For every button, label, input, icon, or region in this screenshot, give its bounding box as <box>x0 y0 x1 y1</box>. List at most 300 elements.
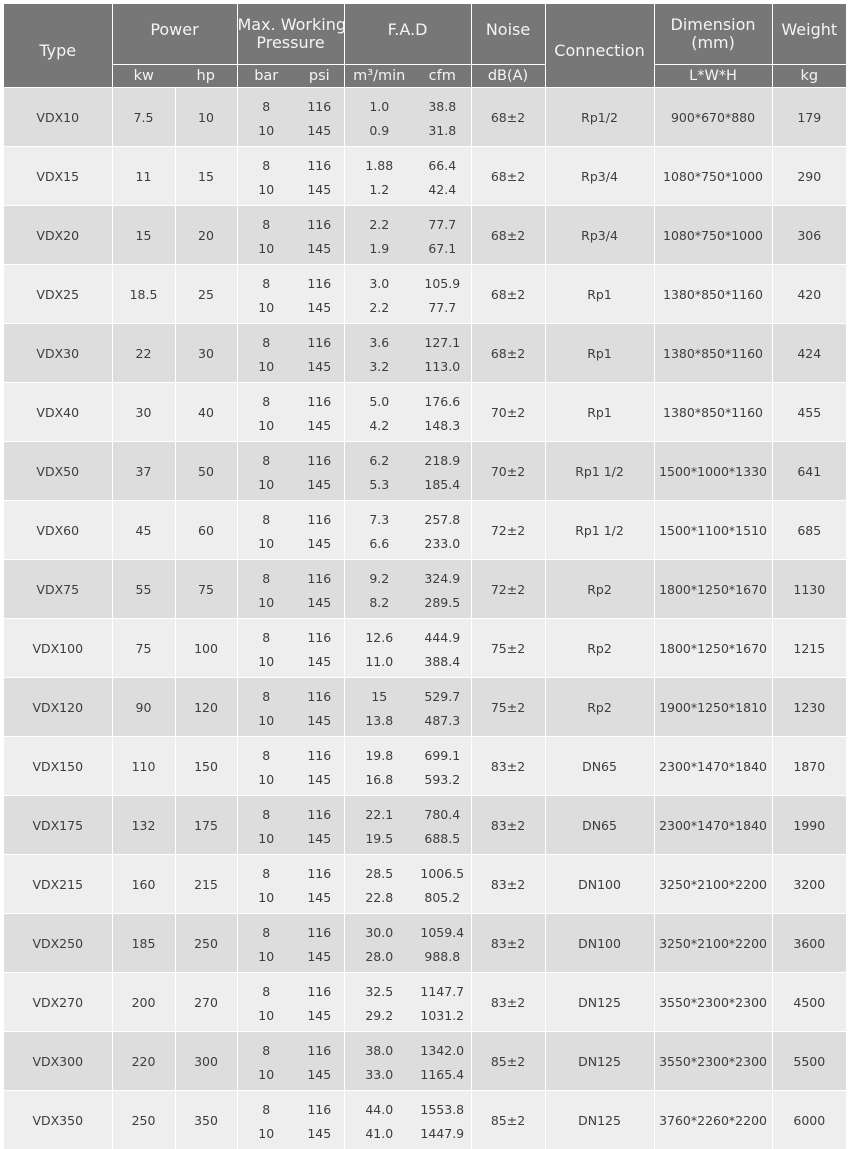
header-noise-label: Noise <box>486 20 530 39</box>
table-row <box>4 88 846 119</box>
cell-dimension: 1500*1100*1510 <box>654 501 772 560</box>
cell-type: VDX40 <box>4 383 112 442</box>
spec-table <box>4 4 846 1149</box>
cell-connection: Rp3/4 <box>545 206 654 265</box>
cell-cfm: 176.6 <box>414 383 471 414</box>
cell-psi: 145 <box>295 1121 344 1149</box>
cell-psi: 116 <box>295 147 344 178</box>
cell-dimension: 3250*2100*2200 <box>654 855 772 914</box>
cell-weight: 5500 <box>772 1032 846 1091</box>
cell-weight: 306 <box>772 206 846 265</box>
header-dimension-line2: (mm) <box>691 33 735 52</box>
cell-bar: 10 <box>237 236 295 265</box>
cell-cfm: 1165.4 <box>414 1062 471 1091</box>
cell-connection: DN65 <box>545 737 654 796</box>
cell-type: VDX75 <box>4 560 112 619</box>
cell-hp: 30 <box>175 324 237 383</box>
cell-weight: 1130 <box>772 560 846 619</box>
header-connection: Connection <box>545 4 654 88</box>
cell-m3min: 2.2 <box>344 206 414 237</box>
cell-connection: Rp1 <box>545 383 654 442</box>
cell-psi: 145 <box>295 472 344 501</box>
cell-m3min: 2.2 <box>344 295 414 324</box>
cell-noise: 70±2 <box>471 383 545 442</box>
cell-bar: 10 <box>237 944 295 973</box>
cell-cfm: 257.8 <box>414 501 471 532</box>
table-row <box>4 501 846 532</box>
cell-type: VDX175 <box>4 796 112 855</box>
header-power <box>112 4 237 65</box>
cell-bar: 10 <box>237 826 295 855</box>
cell-connection: Rp2 <box>545 619 654 678</box>
header-fad <box>344 4 471 65</box>
cell-noise: 68±2 <box>471 206 545 265</box>
cell-weight: 1230 <box>772 678 846 737</box>
cell-psi: 145 <box>295 354 344 383</box>
cell-cfm: 593.2 <box>414 767 471 796</box>
cell-dimension: 1800*1250*1670 <box>654 619 772 678</box>
cell-psi: 116 <box>295 324 344 355</box>
cell-bar: 8 <box>237 324 295 355</box>
cell-cfm: 66.4 <box>414 147 471 178</box>
cell-noise: 72±2 <box>471 501 545 560</box>
cell-noise: 68±2 <box>471 265 545 324</box>
unit-m3min: m³/min <box>344 65 414 88</box>
cell-noise: 85±2 <box>471 1032 545 1091</box>
cell-type: VDX215 <box>4 855 112 914</box>
cell-type: VDX25 <box>4 265 112 324</box>
cell-m3min: 22.8 <box>344 885 414 914</box>
cell-m3min: 6.6 <box>344 531 414 560</box>
cell-m3min: 7.3 <box>344 501 414 532</box>
header-fad-label: F.A.D <box>388 20 428 39</box>
table-row <box>4 560 846 591</box>
cell-psi: 116 <box>295 265 344 296</box>
cell-noise: 83±2 <box>471 914 545 973</box>
cell-cfm: 185.4 <box>414 472 471 501</box>
cell-weight: 290 <box>772 147 846 206</box>
cell-type: VDX300 <box>4 1032 112 1091</box>
cell-kw: 37 <box>112 442 175 501</box>
cell-psi: 116 <box>295 88 344 119</box>
cell-psi: 116 <box>295 1091 344 1122</box>
cell-bar: 10 <box>237 590 295 619</box>
cell-type: VDX10 <box>4 88 112 147</box>
cell-psi: 145 <box>295 944 344 973</box>
cell-type: VDX150 <box>4 737 112 796</box>
cell-psi: 145 <box>295 1003 344 1032</box>
cell-cfm: 113.0 <box>414 354 471 383</box>
cell-bar: 10 <box>237 708 295 737</box>
cell-cfm: 529.7 <box>414 678 471 709</box>
cell-m3min: 4.2 <box>344 413 414 442</box>
table-row <box>4 206 846 237</box>
cell-type: VDX30 <box>4 324 112 383</box>
cell-hp: 10 <box>175 88 237 147</box>
cell-type: VDX20 <box>4 206 112 265</box>
cell-bar: 10 <box>237 767 295 796</box>
cell-cfm: 688.5 <box>414 826 471 855</box>
cell-m3min: 1.88 <box>344 147 414 178</box>
cell-dimension: 1080*750*1000 <box>654 147 772 206</box>
cell-m3min: 5.3 <box>344 472 414 501</box>
header-weight-label: Weight <box>781 20 837 39</box>
cell-bar: 10 <box>237 413 295 442</box>
cell-noise: 68±2 <box>471 324 545 383</box>
cell-hp: 40 <box>175 383 237 442</box>
cell-bar: 8 <box>237 796 295 827</box>
cell-psi: 145 <box>295 708 344 737</box>
cell-kw: 160 <box>112 855 175 914</box>
cell-weight: 424 <box>772 324 846 383</box>
cell-kw: 30 <box>112 383 175 442</box>
cell-type: VDX270 <box>4 973 112 1032</box>
unit-bar: bar <box>237 65 295 88</box>
cell-hp: 20 <box>175 206 237 265</box>
cell-kw: 15 <box>112 206 175 265</box>
cell-connection: Rp1/2 <box>545 88 654 147</box>
header-pressure-line1: Max. Working <box>238 15 347 34</box>
cell-hp: 350 <box>175 1091 237 1149</box>
cell-weight: 6000 <box>772 1091 846 1149</box>
cell-connection: DN125 <box>545 1091 654 1149</box>
table-row <box>4 796 846 827</box>
cell-m3min: 28.5 <box>344 855 414 886</box>
cell-kw: 220 <box>112 1032 175 1091</box>
cell-kw: 45 <box>112 501 175 560</box>
cell-hp: 100 <box>175 619 237 678</box>
header-dimension <box>654 4 772 65</box>
cell-noise: 68±2 <box>471 147 545 206</box>
cell-type: VDX100 <box>4 619 112 678</box>
cell-m3min: 1.9 <box>344 236 414 265</box>
cell-weight: 455 <box>772 383 846 442</box>
cell-psi: 145 <box>295 531 344 560</box>
cell-cfm: 1447.9 <box>414 1121 471 1149</box>
unit-hp: hp <box>175 65 237 88</box>
table-row <box>4 324 846 355</box>
cell-m3min: 11.0 <box>344 649 414 678</box>
cell-psi: 116 <box>295 1032 344 1063</box>
table-row <box>4 619 846 650</box>
cell-m3min: 32.5 <box>344 973 414 1004</box>
cell-cfm: 487.3 <box>414 708 471 737</box>
cell-m3min: 44.0 <box>344 1091 414 1122</box>
cell-weight: 3600 <box>772 914 846 973</box>
cell-psi: 145 <box>295 177 344 206</box>
cell-cfm: 127.1 <box>414 324 471 355</box>
cell-cfm: 1553.8 <box>414 1091 471 1122</box>
cell-kw: 250 <box>112 1091 175 1149</box>
cell-cfm: 1006.5 <box>414 855 471 886</box>
cell-m3min: 29.2 <box>344 1003 414 1032</box>
cell-psi: 116 <box>295 501 344 532</box>
cell-dimension: 1380*850*1160 <box>654 265 772 324</box>
table-row <box>4 1032 846 1063</box>
cell-weight: 1990 <box>772 796 846 855</box>
cell-weight: 1870 <box>772 737 846 796</box>
cell-m3min: 16.8 <box>344 767 414 796</box>
cell-psi: 145 <box>295 590 344 619</box>
cell-bar: 8 <box>237 560 295 591</box>
cell-cfm: 1031.2 <box>414 1003 471 1032</box>
cell-cfm: 105.9 <box>414 265 471 296</box>
cell-dimension: 3550*2300*2300 <box>654 973 772 1032</box>
cell-dimension: 3550*2300*2300 <box>654 1032 772 1091</box>
unit-noise: dB(A) <box>471 65 545 88</box>
table-row <box>4 737 846 768</box>
cell-noise: 70±2 <box>471 442 545 501</box>
cell-noise: 83±2 <box>471 973 545 1032</box>
table-row <box>4 914 846 945</box>
cell-type: VDX50 <box>4 442 112 501</box>
cell-psi: 116 <box>295 442 344 473</box>
cell-bar: 10 <box>237 295 295 324</box>
cell-dimension: 1380*850*1160 <box>654 324 772 383</box>
cell-dimension: 3250*2100*2200 <box>654 914 772 973</box>
cell-kw: 200 <box>112 973 175 1032</box>
cell-psi: 116 <box>295 560 344 591</box>
cell-type: VDX120 <box>4 678 112 737</box>
cell-bar: 8 <box>237 1032 295 1063</box>
cell-m3min: 12.6 <box>344 619 414 650</box>
cell-dimension: 1900*1250*1810 <box>654 678 772 737</box>
cell-bar: 8 <box>237 383 295 414</box>
cell-hp: 300 <box>175 1032 237 1091</box>
cell-m3min: 41.0 <box>344 1121 414 1149</box>
cell-m3min: 5.0 <box>344 383 414 414</box>
cell-cfm: 77.7 <box>414 206 471 237</box>
cell-kw: 55 <box>112 560 175 619</box>
cell-dimension: 3760*2260*2200 <box>654 1091 772 1149</box>
cell-noise: 83±2 <box>471 737 545 796</box>
cell-cfm: 77.7 <box>414 295 471 324</box>
cell-dimension: 1080*750*1000 <box>654 206 772 265</box>
cell-kw: 18.5 <box>112 265 175 324</box>
cell-hp: 150 <box>175 737 237 796</box>
table-row <box>4 855 846 886</box>
cell-bar: 10 <box>237 472 295 501</box>
cell-m3min: 9.2 <box>344 560 414 591</box>
cell-bar: 10 <box>237 354 295 383</box>
header-pressure <box>237 4 344 65</box>
cell-bar: 8 <box>237 619 295 650</box>
cell-noise: 83±2 <box>471 796 545 855</box>
cell-psi: 145 <box>295 413 344 442</box>
cell-cfm: 42.4 <box>414 177 471 206</box>
cell-cfm: 388.4 <box>414 649 471 678</box>
cell-psi: 116 <box>295 914 344 945</box>
header-dimension-line1: Dimension <box>671 15 756 34</box>
header-pressure-line2: Pressure <box>256 33 324 52</box>
cell-bar: 8 <box>237 973 295 1004</box>
cell-bar: 10 <box>237 649 295 678</box>
cell-m3min: 1.0 <box>344 88 414 119</box>
cell-dimension: 900*670*880 <box>654 88 772 147</box>
cell-hp: 25 <box>175 265 237 324</box>
cell-connection: Rp2 <box>545 678 654 737</box>
cell-bar: 8 <box>237 678 295 709</box>
table-row <box>4 678 846 709</box>
table-body <box>4 88 846 1149</box>
cell-kw: 132 <box>112 796 175 855</box>
cell-cfm: 218.9 <box>414 442 471 473</box>
cell-connection: Rp1 <box>545 324 654 383</box>
cell-cfm: 780.4 <box>414 796 471 827</box>
cell-weight: 179 <box>772 88 846 147</box>
cell-bar: 8 <box>237 737 295 768</box>
cell-m3min: 3.0 <box>344 265 414 296</box>
cell-hp: 250 <box>175 914 237 973</box>
header-weight <box>772 4 846 65</box>
unit-kw: kw <box>112 65 175 88</box>
cell-m3min: 33.0 <box>344 1062 414 1091</box>
cell-connection: DN125 <box>545 1032 654 1091</box>
cell-connection: Rp1 1/2 <box>545 442 654 501</box>
unit-psi: psi <box>295 65 344 88</box>
cell-connection: Rp3/4 <box>545 147 654 206</box>
cell-m3min: 30.0 <box>344 914 414 945</box>
cell-cfm: 699.1 <box>414 737 471 768</box>
cell-noise: 68±2 <box>471 88 545 147</box>
cell-m3min: 19.5 <box>344 826 414 855</box>
cell-kw: 90 <box>112 678 175 737</box>
cell-hp: 215 <box>175 855 237 914</box>
cell-psi: 116 <box>295 383 344 414</box>
cell-kw: 75 <box>112 619 175 678</box>
cell-type: VDX60 <box>4 501 112 560</box>
cell-m3min: 15 <box>344 678 414 709</box>
cell-cfm: 148.3 <box>414 413 471 442</box>
cell-cfm: 324.9 <box>414 560 471 591</box>
header-noise <box>471 4 545 65</box>
cell-psi: 145 <box>295 885 344 914</box>
cell-m3min: 28.0 <box>344 944 414 973</box>
cell-bar: 8 <box>237 501 295 532</box>
cell-hp: 270 <box>175 973 237 1032</box>
cell-cfm: 1147.7 <box>414 973 471 1004</box>
cell-bar: 10 <box>237 531 295 560</box>
cell-cfm: 988.8 <box>414 944 471 973</box>
cell-kw: 7.5 <box>112 88 175 147</box>
cell-cfm: 67.1 <box>414 236 471 265</box>
cell-cfm: 805.2 <box>414 885 471 914</box>
cell-dimension: 1800*1250*1670 <box>654 560 772 619</box>
cell-connection: Rp1 <box>545 265 654 324</box>
cell-hp: 175 <box>175 796 237 855</box>
cell-m3min: 22.1 <box>344 796 414 827</box>
cell-connection: DN125 <box>545 973 654 1032</box>
cell-m3min: 13.8 <box>344 708 414 737</box>
cell-weight: 420 <box>772 265 846 324</box>
cell-weight: 3200 <box>772 855 846 914</box>
cell-cfm: 289.5 <box>414 590 471 619</box>
cell-m3min: 0.9 <box>344 118 414 147</box>
cell-bar: 8 <box>237 206 295 237</box>
cell-type: VDX15 <box>4 147 112 206</box>
cell-m3min: 6.2 <box>344 442 414 473</box>
cell-weight: 641 <box>772 442 846 501</box>
cell-psi: 145 <box>295 118 344 147</box>
table-row <box>4 147 846 178</box>
unit-cfm: cfm <box>414 65 471 88</box>
cell-psi: 145 <box>295 767 344 796</box>
cell-dimension: 1500*1000*1330 <box>654 442 772 501</box>
cell-connection: Rp2 <box>545 560 654 619</box>
cell-bar: 8 <box>237 88 295 119</box>
cell-hp: 50 <box>175 442 237 501</box>
cell-psi: 145 <box>295 295 344 324</box>
cell-psi: 116 <box>295 206 344 237</box>
cell-bar: 8 <box>237 914 295 945</box>
cell-psi: 145 <box>295 236 344 265</box>
cell-cfm: 38.8 <box>414 88 471 119</box>
cell-m3min: 1.2 <box>344 177 414 206</box>
cell-bar: 10 <box>237 1003 295 1032</box>
cell-m3min: 38.0 <box>344 1032 414 1063</box>
cell-noise: 83±2 <box>471 855 545 914</box>
cell-dimension: 2300*1470*1840 <box>654 737 772 796</box>
cell-kw: 110 <box>112 737 175 796</box>
cell-cfm: 1059.4 <box>414 914 471 945</box>
cell-psi: 116 <box>295 678 344 709</box>
cell-noise: 85±2 <box>471 1091 545 1149</box>
cell-dimension: 1380*850*1160 <box>654 383 772 442</box>
cell-psi: 145 <box>295 826 344 855</box>
cell-bar: 8 <box>237 147 295 178</box>
cell-noise: 75±2 <box>471 619 545 678</box>
cell-psi: 116 <box>295 855 344 886</box>
cell-bar: 10 <box>237 177 295 206</box>
unit-dimension: L*W*H <box>654 65 772 88</box>
cell-cfm: 444.9 <box>414 619 471 650</box>
cell-kw: 185 <box>112 914 175 973</box>
cell-psi: 145 <box>295 1062 344 1091</box>
cell-connection: DN100 <box>545 914 654 973</box>
cell-bar: 10 <box>237 1062 295 1091</box>
cell-m3min: 3.6 <box>344 324 414 355</box>
cell-connection: DN65 <box>545 796 654 855</box>
header-type: Type <box>4 4 112 88</box>
cell-hp: 15 <box>175 147 237 206</box>
cell-hp: 120 <box>175 678 237 737</box>
cell-bar: 8 <box>237 442 295 473</box>
cell-weight: 4500 <box>772 973 846 1032</box>
cell-bar: 10 <box>237 118 295 147</box>
cell-connection: Rp1 1/2 <box>545 501 654 560</box>
cell-psi: 116 <box>295 737 344 768</box>
cell-noise: 75±2 <box>471 678 545 737</box>
cell-psi: 145 <box>295 649 344 678</box>
cell-bar: 10 <box>237 885 295 914</box>
table-row <box>4 442 846 473</box>
cell-psi: 116 <box>295 796 344 827</box>
cell-weight: 1215 <box>772 619 846 678</box>
cell-cfm: 31.8 <box>414 118 471 147</box>
header-power-label: Power <box>150 20 198 39</box>
cell-m3min: 19.8 <box>344 737 414 768</box>
table-row <box>4 1091 846 1122</box>
table-row <box>4 383 846 414</box>
cell-psi: 116 <box>295 619 344 650</box>
cell-dimension: 2300*1470*1840 <box>654 796 772 855</box>
table-row <box>4 265 846 296</box>
cell-hp: 75 <box>175 560 237 619</box>
cell-noise: 72±2 <box>471 560 545 619</box>
cell-bar: 8 <box>237 855 295 886</box>
cell-connection: DN100 <box>545 855 654 914</box>
unit-weight: kg <box>772 65 846 88</box>
